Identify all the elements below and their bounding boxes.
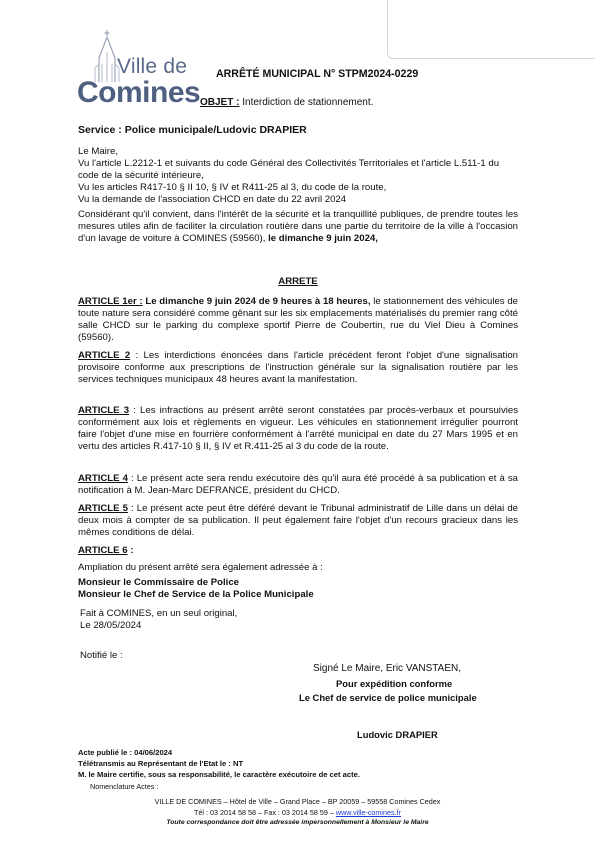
article-2-label: ARTICLE 2 [78,350,131,361]
article-1-text: le stationnement des véhicules de toute nature sera considéré comme gênant sur les six emplacements matérialisés du premier rang côté salle CHCD sur le parking du complexe sportif Pierre de Coubertin, rue du Viel Dieu à Comines (59560). [78,296,518,343]
objet-text: Interdiction de stationnement. [239,97,374,108]
objet-line [200,97,373,108]
logo-ville-text: Ville de [117,55,188,78]
article-1 [78,296,518,344]
article-5 [78,503,518,539]
article-2 [78,350,518,386]
notifie-le: Notifié le : [80,650,123,661]
article-4-text: : Le présent acte sera rendu exécutoire dès qu'il aura été procédé à sa publication et à sa notification à M. Jean-Marc DEFRANCE, président du CHCD. [78,473,518,496]
logo-comines-text: Comines [77,76,201,109]
footer-mention: Toute correspondance doit être adressée impersonnellement à Monsieur le Maire [166,819,429,826]
article-6-label: ARTICLE 6 [78,545,128,556]
article-1-bold: Le dimanche 9 juin 2024 de 9 heures à 18 heures, [142,296,371,307]
fait-a: Fait à COMINES, en un seul original, [80,608,238,619]
article-5-text: : Le présent acte peut être déféré devant le Tribunal administratif de Lille dans un délai de deux mois à compter de sa publication. Il peut également faire l'objet d'un recours gracieux dans les mêmes conditions de délai. [78,503,518,538]
article-2-text: : Les interdictions énoncées dans l'article précédent feront l'objet d'une signalisation provisoire conforme aux prescriptions de l'instruction générale sur la signalisation routière par les services techniques municipaux 48 heures avant la manifestation. [78,350,518,385]
article-6 [78,545,518,557]
article-3 [78,405,518,453]
vu-3: Vu la demande de l'association CHCD en date du 22 avril 2024 [78,194,347,205]
le-maire: Le Maire, [78,146,118,157]
footer-contact [0,808,595,817]
footer-website-link[interactable]: www.ville-comines.fr [335,808,401,817]
footer-address: VILLE DE COMINES – Hôtel de Ville – Grand Place – BP 20059 – 59558 Comines Cedex [154,797,441,806]
article-6-text: : [127,545,134,556]
arrete-heading: ARRETE [278,276,318,287]
acte-publie: Acte publié le : 04/06/2024 [78,748,173,757]
stamp-box [387,0,595,59]
ampliation: Ampliation du présent arrêté sera également adressée à : [78,562,323,573]
destinataire-1: Monsieur le Commissaire de Police [78,577,240,588]
objet-label: OBJET : [200,97,240,108]
article-3-label: ARTICLE 3 [78,405,130,416]
considerant-date: le dimanche 9 juin 2024, [268,232,378,244]
article-1-label: ARTICLE 1er : [78,296,143,307]
signe-maire: Signé Le Maire, Eric VANSTAEN, [313,663,462,674]
article-4 [78,473,518,497]
nomenclature: Nomenclature Actes : [90,782,159,791]
article-5-label: ARTICLE 5 [78,503,128,514]
chef-service: Le Chef de service de police municipale [299,692,477,703]
considerant [78,209,518,245]
vu-2: Vu les articles R417-10 § II 10, § IV et R411-25 al 3, du code de la route, [78,182,387,193]
signataire-nom: Ludovic DRAPIER [357,729,438,740]
considerant-text: Considérant qu'il convient, dans l'intérêt de la sécurité et la tranquillité publiques, de prendre toutes les mesures utiles afin de faciliter la circulation routière dans une partie du territoire de la ville à l'occasion d'un lavage de voiture à COMINES (59560), [78,209,518,244]
destinataire-2: Monsieur le Chef de Service de la Police Municipale [78,589,314,600]
article-4-label: ARTICLE 4 [78,473,128,484]
vu-1: Vu l'article L.2212-1 et suivants du code Général des Collectivités Territoriales et l'article L.511-1 du code de la sécurité intérieure, [78,158,500,181]
footer-tel: Tél : 03 2014 58 58 – Fax : 03 2014 58 59 – [194,808,336,817]
date-line: Le 28/05/2024 [80,620,142,631]
service-line: Service : Police municipale/Ludovic DRAPIER [78,124,307,136]
document-title: ARRÊTÉ MUNICIPAL N° STPM2024-0229 [216,68,419,80]
teletransmis: Télétransmis au Représentant de l'Etat le : NT [78,759,244,768]
article-3-text: : Les infractions au présent arrêté seront constatées par procès-verbaux et poursuivies conformément aux lois et règlements en vigueur. Les véhicules en stationnement irrégulier pourront faire l'objet d'une mise en fourrière conformément à l'arrêté municipal en date du 27 Mars 1995 et en vertu des articles R.417-10 § II, § IV et R.411-25 al 3 du code de la route. [78,405,518,452]
pour-expedition: Pour expédition conforme [336,678,453,689]
certification: M. le Maire certifie, sous sa responsabilité, le caractère exécutoire de cet acte. [78,770,360,779]
